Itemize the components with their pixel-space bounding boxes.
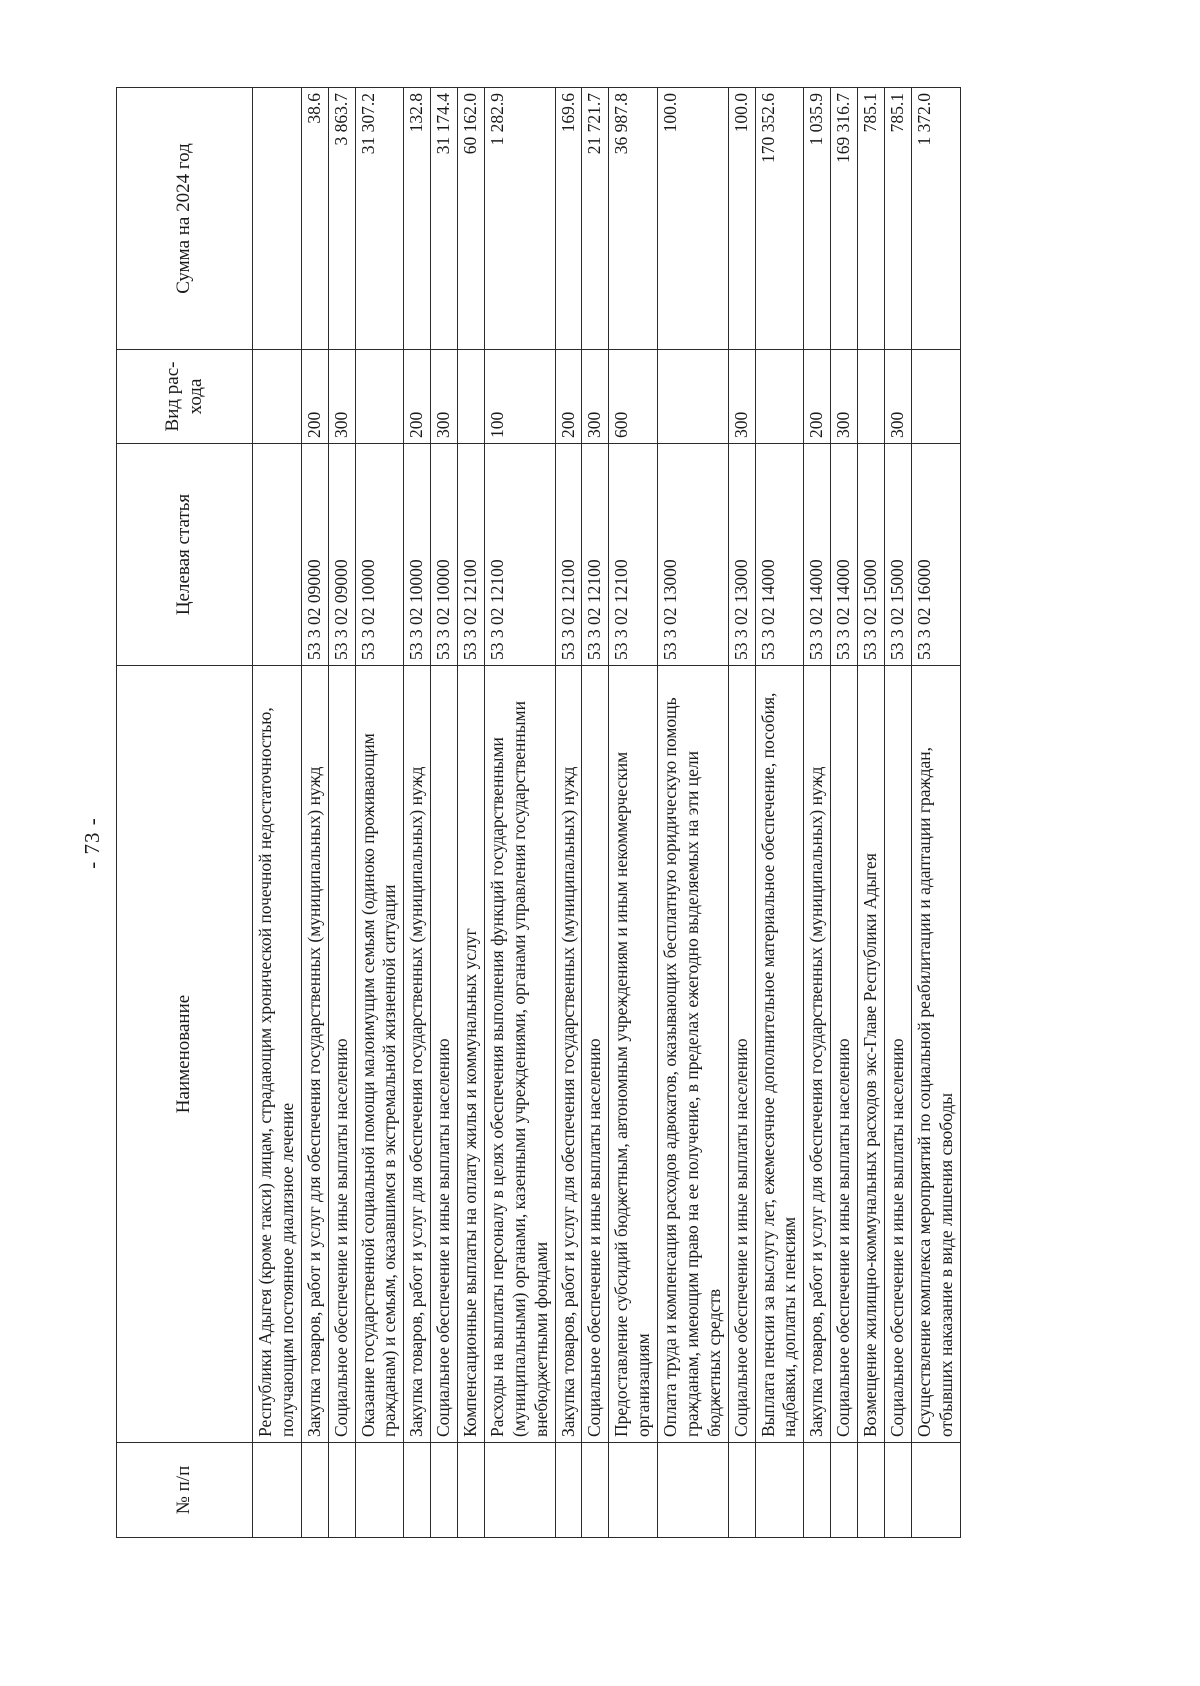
cell-name: Закупка товаров, работ и услуг для обеспечения государственных (муниципальных) нужд [404, 666, 431, 1443]
cell-name: Предоставление субсидий бюджетным, автономным учреждениям и иным некоммерческим организациям [609, 666, 658, 1443]
cell-code: 53 3 02 12100 [582, 444, 609, 666]
cell-name: Оплата труда и компенсация расходов адвокатов, оказывающих бесплатную юридическую помощь гражданам, имеющим право на ее получение, в пределах ежегодно выделяемых на эти цели бюджетных средств [658, 666, 729, 1443]
header-type: Вид рас-хода [117, 350, 253, 444]
table-row [582, 88, 609, 1538]
cell-amount: 1 372.0 [911, 88, 960, 350]
cell-code: 53 3 02 12100 [484, 444, 555, 666]
cell-name: Компенсационные выплаты на оплату жилья и коммунальных услуг [458, 666, 485, 1443]
cell-code: 53 3 02 12100 [609, 444, 658, 666]
cell-type: 200 [404, 350, 431, 444]
header-code: Целевая статья [117, 444, 253, 666]
table-row [431, 88, 458, 1538]
cell-type [658, 350, 729, 444]
cell-name: Социальное обеспечение и иные выплаты населению [728, 666, 755, 1443]
cell-num [253, 1443, 302, 1538]
cell-amount: 38.6 [301, 88, 328, 350]
cell-code: 53 3 02 10000 [431, 444, 458, 666]
table-row [458, 88, 485, 1538]
cell-code: 53 3 02 15000 [884, 444, 911, 666]
cell-type: 300 [728, 350, 755, 444]
cell-name: Закупка товаров, работ и услуг для обеспечения государственных (муниципальных) нужд [804, 666, 831, 1443]
cell-amount: 169.6 [555, 88, 582, 350]
cell-amount: 785.1 [884, 88, 911, 350]
cell-name: Социальное обеспечение и иные выплаты населению [582, 666, 609, 1443]
cell-num [301, 1443, 328, 1538]
cell-name: Социальное обеспечение и иные выплаты населению [831, 666, 858, 1443]
cell-num [728, 1443, 755, 1538]
header-name: Наименование [117, 666, 253, 1443]
cell-code: 53 3 02 12100 [458, 444, 485, 666]
cell-num [858, 1443, 885, 1538]
cell-type [458, 350, 485, 444]
cell-code: 53 3 02 15000 [858, 444, 885, 666]
table-row [884, 88, 911, 1538]
cell-num [404, 1443, 431, 1538]
cell-amount: 100.0 [658, 88, 729, 350]
table-body [253, 88, 961, 1538]
cell-amount: 100.0 [728, 88, 755, 350]
table-row [555, 88, 582, 1538]
cell-type: 200 [301, 350, 328, 444]
cell-type: 200 [804, 350, 831, 444]
cell-name: Закупка товаров, работ и услуг для обеспечения государственных (муниципальных) нужд [301, 666, 328, 1443]
cell-amount: 3 863.7 [328, 88, 355, 350]
cell-code: 53 3 02 13000 [658, 444, 729, 666]
cell-type: 200 [555, 350, 582, 444]
cell-name: Социальное обеспечение и иные выплаты населению [431, 666, 458, 1443]
budget-table [116, 87, 961, 1538]
table-row [301, 88, 328, 1538]
table-row [858, 88, 885, 1538]
cell-amount: 169 316.7 [831, 88, 858, 350]
cell-amount [253, 88, 302, 350]
cell-name: Социальное обеспечение и иные выплаты населению [884, 666, 911, 1443]
table-row [404, 88, 431, 1538]
cell-code [253, 444, 302, 666]
header-num: № п/п [117, 1443, 253, 1538]
cell-num [609, 1443, 658, 1538]
cell-amount: 132.8 [404, 88, 431, 350]
cell-num [884, 1443, 911, 1538]
cell-type: 300 [582, 350, 609, 444]
cell-num [484, 1443, 555, 1538]
cell-amount: 31 307.2 [355, 88, 404, 350]
cell-name: Расходы на выплаты персоналу в целях обеспечения выполнения функций государственными (муниципальными) органами, казенными учреждениями, органами управления государственными внебюджетными фондами [484, 666, 555, 1443]
cell-name: Осуществление комплекса мероприятий по социальной реабилитации и адаптации граждан, отбывших наказание в виде лишения свободы [911, 666, 960, 1443]
cell-type: 600 [609, 350, 658, 444]
cell-amount: 1 035.9 [804, 88, 831, 350]
cell-name: Закупка товаров, работ и услуг для обеспечения государственных (муниципальных) нужд [555, 666, 582, 1443]
cell-amount: 31 174.4 [431, 88, 458, 350]
cell-name: Выплата пенсии за выслугу лет, ежемесячное дополнительное материальное обеспечение, пособия, надбавки, доплаты к пенсиям [755, 666, 804, 1443]
table-row [355, 88, 404, 1538]
cell-code: 53 3 02 10000 [404, 444, 431, 666]
cell-code: 53 3 02 14000 [755, 444, 804, 666]
cell-num [804, 1443, 831, 1538]
table-row [253, 88, 302, 1538]
cell-num [582, 1443, 609, 1538]
cell-code: 53 3 02 14000 [831, 444, 858, 666]
cell-type [253, 350, 302, 444]
cell-code: 53 3 02 16000 [911, 444, 960, 666]
table-row [804, 88, 831, 1538]
table-row [728, 88, 755, 1538]
cell-num [755, 1443, 804, 1538]
table-row [755, 88, 804, 1538]
cell-type: 300 [328, 350, 355, 444]
cell-type: 300 [431, 350, 458, 444]
cell-num [328, 1443, 355, 1538]
table-row [658, 88, 729, 1538]
cell-amount: 36 987.8 [609, 88, 658, 350]
cell-amount: 60 162.0 [458, 88, 485, 350]
cell-name: Социальное обеспечение и иные выплаты населению [328, 666, 355, 1443]
cell-name: Оказание государственной социальной помощи малоимущим семьям (одиноко проживающим гражданам) и семьям, оказавшимся в экстремальной жизненной ситуации [355, 666, 404, 1443]
cell-type [911, 350, 960, 444]
cell-type: 300 [831, 350, 858, 444]
table-row [328, 88, 355, 1538]
cell-name: Возмещение жилищно-коммунальных расходов экс-Главе Республики Адыгея [858, 666, 885, 1443]
cell-code: 53 3 02 12100 [555, 444, 582, 666]
cell-code: 53 3 02 13000 [728, 444, 755, 666]
cell-num [911, 1443, 960, 1538]
cell-code: 53 3 02 14000 [804, 444, 831, 666]
table-row [609, 88, 658, 1538]
table-header-row [117, 88, 253, 1538]
cell-num [831, 1443, 858, 1538]
cell-code: 53 3 02 09000 [328, 444, 355, 666]
cell-amount: 21 721.7 [582, 88, 609, 350]
cell-num [355, 1443, 404, 1538]
cell-type [355, 350, 404, 444]
cell-amount: 785.1 [858, 88, 885, 350]
cell-type: 100 [484, 350, 555, 444]
cell-num [658, 1443, 729, 1538]
cell-num [431, 1443, 458, 1538]
table-row [484, 88, 555, 1538]
page-number: - 73 - [80, 817, 104, 869]
cell-amount: 170 352.6 [755, 88, 804, 350]
cell-num [458, 1443, 485, 1538]
cell-type [755, 350, 804, 444]
table-row [831, 88, 858, 1538]
header-amount: Сумма на 2024 год [117, 88, 253, 350]
cell-name: Республики Адыгея (кроме такси) лицам, страдающим хронической почечной недостаточностью, получающим постоянное диализное лечение [253, 666, 302, 1443]
table-row [911, 88, 960, 1538]
cell-type: 300 [884, 350, 911, 444]
cell-num [555, 1443, 582, 1538]
cell-code: 53 3 02 09000 [301, 444, 328, 666]
cell-type [858, 350, 885, 444]
cell-code: 53 3 02 10000 [355, 444, 404, 666]
cell-amount: 1 282.9 [484, 88, 555, 350]
